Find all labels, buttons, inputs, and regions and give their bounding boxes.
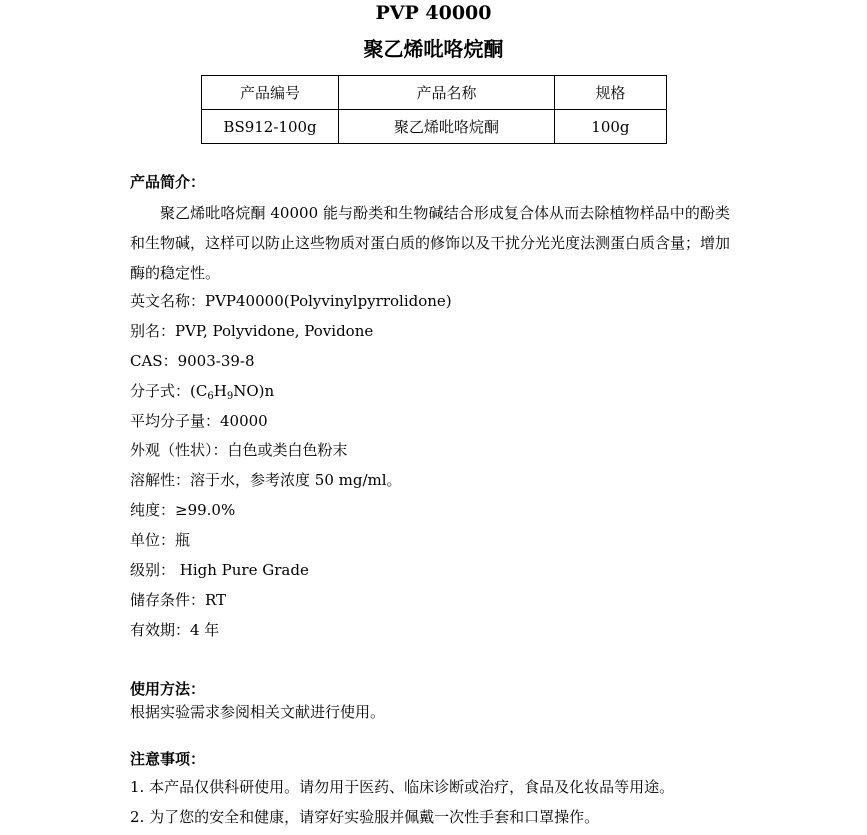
storage-condition: 储存条件：RT (130, 591, 227, 609)
appearance: 外观（性状）：白色或类白色粉末 (130, 441, 348, 459)
notes-heading: 注意事项： (130, 750, 206, 768)
cell-product-code: BS912-100g (202, 110, 339, 144)
grade: 级别： High Pure Grade (130, 561, 309, 579)
molecular-formula (130, 381, 274, 407)
formula-h-subscript: 9 (226, 391, 234, 402)
formula-h: H (213, 382, 227, 400)
spec-table-header-row (202, 76, 667, 110)
product-subtitle: 聚乙烯吡咯烷酮 (363, 37, 504, 61)
formula-label: 分子式： (130, 382, 191, 400)
note-item-2: 2. 为了您的安全和健康，请穿好实验服并佩戴一次性手套和口罩操作。 (130, 808, 600, 826)
header-product-code: 产品编号 (202, 76, 339, 110)
english-name: 英文名称：PVP40000(Polyvinylpyrrolidone) (130, 292, 452, 310)
spec-table (201, 75, 667, 144)
formula-rest: NO)n (233, 382, 275, 400)
cas-number: CAS：9003-39-8 (130, 352, 255, 370)
usage-text: 根据实验需求参阅相关文献进行使用。 (130, 703, 386, 721)
shelf-life: 有效期：4 年 (130, 621, 220, 639)
cell-product-name: 聚乙烯吡咯烷酮 (339, 110, 555, 144)
formula-c-subscript: 6 (207, 391, 214, 402)
intro-paragraph: 聚乙烯吡咯烷酮 40000 能与酚类和生物碱结合形成复合体从而去除植物样品中的酚类和生物碱，这样可以防止这些物质对蛋白质的修饰以及干扰分光光度法测蛋白质含量；增加酶的稳定性。 (130, 204, 731, 282)
product-title: PVP 40000 (375, 2, 492, 24)
purity: 纯度：≥99.0% (130, 501, 236, 519)
header-spec: 规格 (554, 76, 666, 110)
header-product-name: 产品名称 (339, 76, 555, 110)
formula-c: (C (190, 382, 208, 400)
unit: 单位：瓶 (130, 531, 191, 549)
solubility: 溶解性：溶于水，参考浓度 50 mg/ml。 (130, 471, 402, 489)
cell-spec: 100g (554, 110, 666, 144)
alias: 别名：PVP, Polyvidone, Povidone (130, 322, 374, 340)
note-item-1: 1. 本产品仅供科研使用。请勿用于医药、临床诊断或治疗，食品及化妆品等用途。 (130, 778, 675, 796)
usage-heading: 使用方法： (130, 680, 206, 698)
intro-heading: 产品简介： (130, 173, 206, 191)
average-molecular-weight: 平均分子量：40000 (130, 412, 268, 430)
spec-table-row (202, 110, 667, 144)
